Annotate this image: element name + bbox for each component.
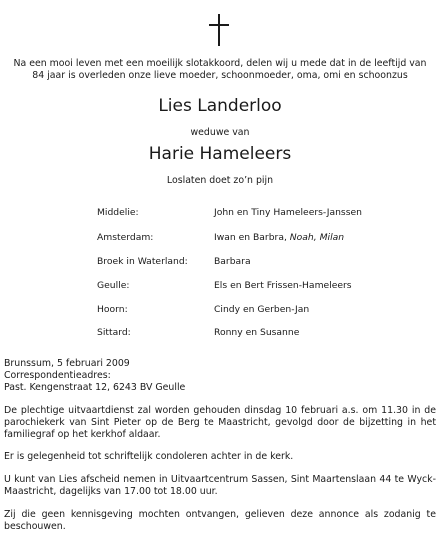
spouse-name: Harie Hameleers bbox=[148, 144, 292, 164]
widow-of-label: weduwe van bbox=[190, 127, 250, 138]
relative-place: Amsterdam: bbox=[97, 232, 154, 243]
relative-place: Sittard: bbox=[97, 327, 131, 338]
relative-place: Broek in Waterland: bbox=[97, 256, 188, 267]
deceased-name: Lies Landerloo bbox=[158, 96, 282, 116]
notice-paragraph: Zij die geen kennisgeving mochten ontvangen, gelieven deze annonce als zodanig te beschouwen. bbox=[4, 509, 436, 532]
motto: Loslaten doet zo’n pijn bbox=[166, 175, 274, 186]
date-line: Brunssum, 5 februari 2009 bbox=[4, 358, 130, 369]
relative-names: Els en Bert Frissen-Hameleers bbox=[214, 280, 352, 291]
relative-place: Middelie: bbox=[97, 207, 139, 218]
cross-icon bbox=[209, 14, 229, 46]
relative-place: Hoorn: bbox=[97, 304, 128, 315]
relative-names: John en Tiny Hameleers-Janssen bbox=[214, 207, 362, 218]
farewell-paragraph: U kunt van Lies afscheid nemen in Uitvaartcentrum Sassen, Sint Maartenslaan 44 te Wyck-Maastricht, dagelijks van 17.00 tot 18.00 uur. bbox=[4, 474, 436, 497]
correspondence-label: Correspondentieadres: bbox=[4, 370, 111, 381]
relative-names: Barbara bbox=[214, 256, 251, 267]
intro-text: Na een mooi leven met een moeilijk slotakkoord, delen wij u mede dat in de leeftijd van 84 jaar is overleden onze lieve moeder, schoonmoeder, oma, omi en schoonzus bbox=[13, 58, 427, 81]
funeral-paragraph: De plechtige uitvaartdienst zal worden gehouden dinsdag 10 februari a.s. om 11.30 in de parochiekerk van Sint Pieter op de Berg te Maastricht, gevolgd door de bijzetting in het familiegraf op het kerkhof aldaar. bbox=[4, 405, 436, 440]
relative-place: Geulle: bbox=[97, 280, 130, 291]
relative-names: Ronny en Susanne bbox=[214, 327, 300, 338]
relative-names-italic: Noah, Milan bbox=[289, 232, 345, 243]
relative-names: Cindy en Gerben-Jan bbox=[214, 304, 310, 315]
relative-names: Iwan en Barbra, Noah, Milan bbox=[214, 232, 345, 243]
address: Past. Kengenstraat 12, 6243 BV Geulle bbox=[4, 382, 186, 393]
condolence-paragraph: Er is gelegenheid tot schriftelijk condoleren achter in de kerk. bbox=[4, 451, 294, 462]
